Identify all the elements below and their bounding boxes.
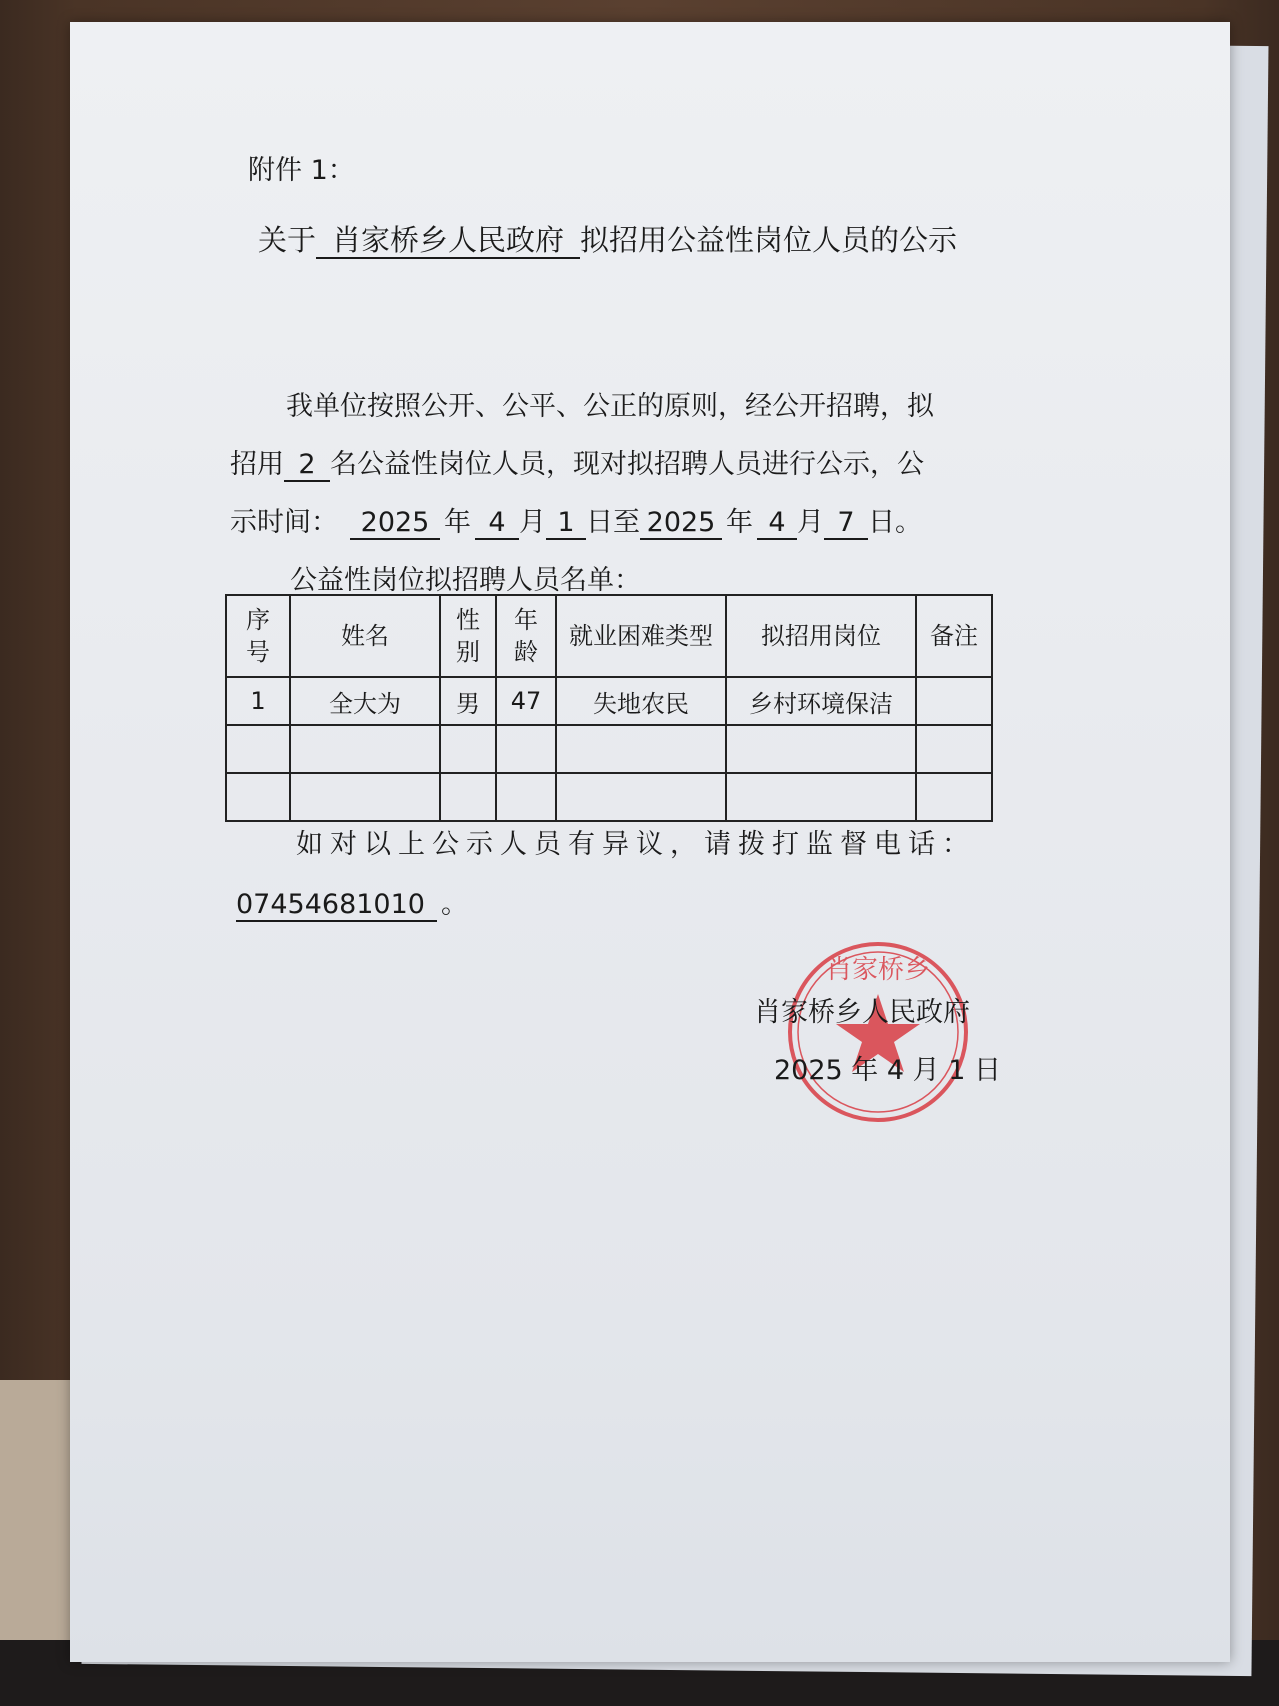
cell-remarks — [916, 677, 992, 725]
col-header-gender: 性 别 — [440, 595, 496, 677]
para2-prefix: 招用 — [230, 449, 284, 480]
cell-name — [290, 725, 440, 773]
title-org: 肖家桥乡人民政府 — [316, 224, 580, 259]
signature-date: 2025 年 4 月 1 日 — [774, 1055, 1001, 1086]
cell-gender: 男 — [440, 677, 496, 725]
cell-position — [726, 773, 916, 821]
start-day: 1 — [546, 507, 586, 540]
cell-difficulty-type — [556, 725, 726, 773]
year-char-2: 年 — [726, 507, 753, 538]
para2-suffix: 名公益性岗位人员，现对拟招聘人员进行公示，公 — [330, 449, 924, 480]
list-heading: 公益性岗位拟招聘人员名单： — [290, 565, 641, 596]
table-row — [226, 773, 992, 821]
title-prefix: 关于 — [258, 223, 317, 257]
start-year: 2025 — [350, 507, 440, 540]
col-header-position: 拟招用岗位 — [726, 595, 916, 677]
para3-prefix: 示时间： — [230, 507, 338, 538]
cell-remarks — [916, 773, 992, 821]
document-title — [258, 218, 957, 259]
cell-difficulty-type — [556, 773, 726, 821]
table-row — [226, 677, 992, 725]
supervision-phone: 07454681010 — [236, 889, 437, 922]
cell-age — [496, 773, 556, 821]
end-month: 4 — [757, 507, 797, 540]
col-header-difficulty-type: 就业困难类型 — [556, 595, 726, 677]
paragraph-1: 我单位按照公开、公平、公正的原则，经公开招聘，拟 — [286, 391, 934, 422]
cell-remarks — [916, 725, 992, 773]
roster-table — [225, 594, 993, 822]
cell-gender — [440, 725, 496, 773]
month-char-2: 月 — [797, 507, 824, 538]
cell-difficulty-type: 失地农民 — [556, 677, 726, 725]
table-header-row — [226, 595, 992, 677]
paragraph-2 — [230, 442, 924, 482]
signature-organization: 肖家桥乡人民政府 — [754, 997, 970, 1028]
phone-line — [236, 882, 468, 922]
hire-count: 2 — [284, 449, 330, 482]
col-header-name: 姓名 — [290, 595, 440, 677]
end-year: 2025 — [640, 507, 722, 540]
col-header-index: 序 号 — [226, 595, 290, 677]
cell-index: 1 — [226, 677, 290, 725]
paragraph-3 — [230, 500, 922, 540]
title-suffix: 拟招用公益性岗位人员的公示 — [580, 223, 958, 257]
cell-index — [226, 725, 290, 773]
start-month: 4 — [475, 507, 519, 540]
red-star-seal-icon — [778, 932, 978, 1132]
document-page — [70, 22, 1230, 1662]
date-end: 日。 — [868, 507, 922, 538]
cell-position: 乡村环境保洁 — [726, 677, 916, 725]
cell-gender — [440, 773, 496, 821]
cell-age: 47 — [496, 677, 556, 725]
phone-suffix: 。 — [440, 889, 468, 920]
cell-name — [290, 773, 440, 821]
col-header-age: 年 龄 — [496, 595, 556, 677]
year-char-1: 年 — [444, 507, 471, 538]
attachment-label: 附件 1： — [248, 155, 355, 186]
col-header-remarks: 备注 — [916, 595, 992, 677]
objection-text: 如对以上公示人员有异议，请拨打监督电话： — [296, 829, 976, 860]
date-to: 日至 — [586, 507, 640, 538]
cell-index — [226, 773, 290, 821]
month-char-1: 月 — [519, 507, 546, 538]
table-row — [226, 725, 992, 773]
cell-name: 全大为 — [290, 677, 440, 725]
seal-text: 肖家桥乡 — [825, 955, 931, 985]
end-day: 7 — [824, 507, 868, 540]
cell-age — [496, 725, 556, 773]
cell-position — [726, 725, 916, 773]
